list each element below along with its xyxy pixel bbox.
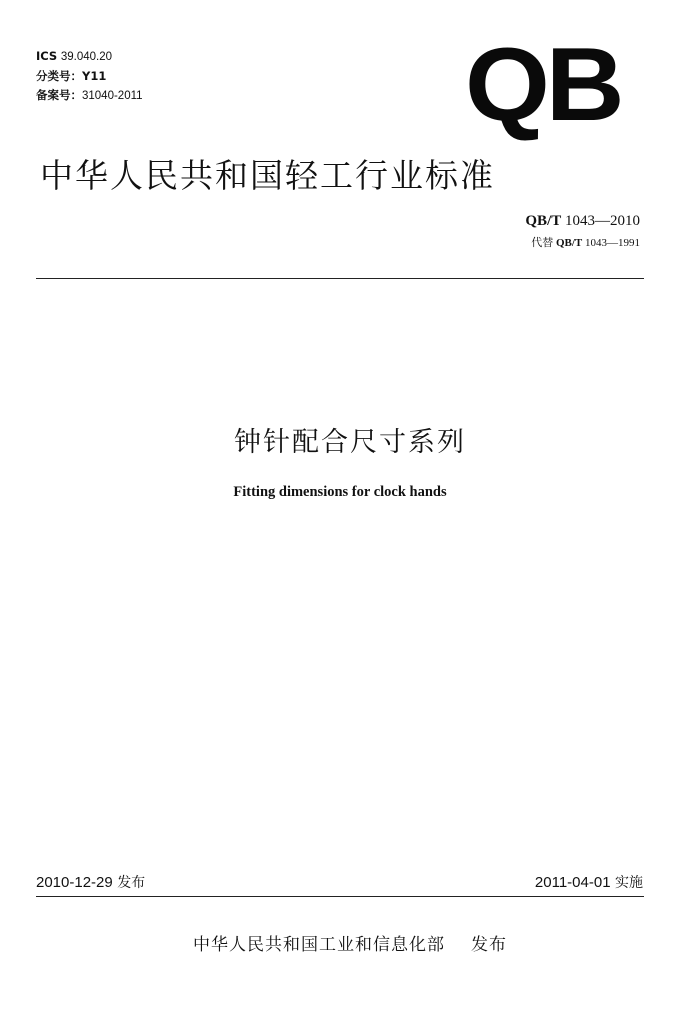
implement-date-line [535, 872, 643, 892]
issue-label: 发布 [117, 875, 146, 891]
implement-date: 2011-04-01 [534, 874, 611, 891]
issuer-line [0, 930, 700, 955]
issue-date: 2010-12-29 [36, 874, 113, 891]
issuer-name: 中华人民共和国工业和信息化部 [193, 935, 445, 955]
class-value: Y11 [82, 69, 107, 83]
top-divider [36, 278, 644, 279]
replaces-line [525, 234, 640, 250]
ics-label: ICS [36, 49, 58, 63]
standard-code [525, 213, 640, 230]
standard-code-number: 1043—2010 [565, 213, 640, 229]
record-row [36, 86, 143, 106]
document-title-chinese: 钟针配合尺寸系列 [234, 427, 466, 458]
bottom-divider [36, 896, 644, 897]
standard-code-prefix: QB/T [525, 213, 562, 229]
ics-row [36, 47, 143, 67]
record-value: 31040-2011 [82, 90, 143, 102]
class-row [36, 67, 143, 86]
ics-value: 39.040.20 [60, 51, 113, 63]
class-label: 分类号： [36, 69, 82, 83]
replaces-number: 1043—1991 [585, 237, 640, 249]
qb-logo: QB [465, 27, 621, 143]
standard-category-title: 中华人民共和国轻工行业标准 [40, 156, 495, 195]
replaces-label: 代替 [531, 237, 554, 249]
issuer-action: 发布 [471, 935, 507, 955]
classification-block [36, 47, 143, 106]
document-title-english: Fitting dimensions for clock hands [233, 484, 447, 500]
implement-label: 实施 [615, 875, 643, 891]
replaces-prefix: QB/T [555, 237, 583, 249]
issue-date-line [36, 872, 145, 892]
standard-number-block [525, 213, 640, 250]
record-label: 备案号： [36, 88, 82, 102]
